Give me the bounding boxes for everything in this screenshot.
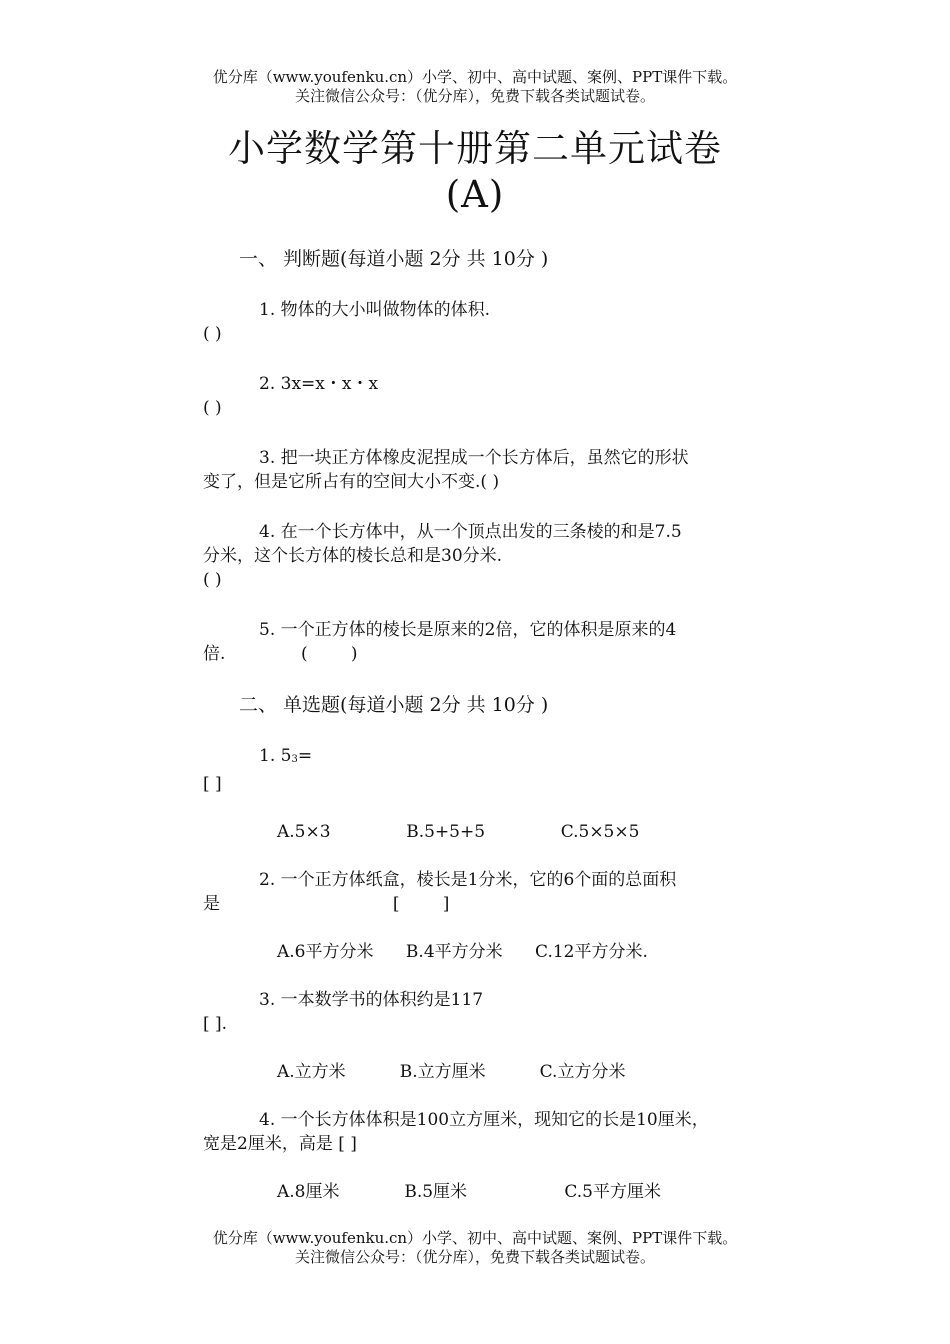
question-text: 2. 一个正方体纸盒，棱长是1分米，它的6个面的总面积 [259,870,677,890]
question-stem-tail: = [297,746,313,766]
answer-blank: ( ) [203,570,222,590]
choice-options: A.5×3 B.5+5+5 C.5×5×5 [277,822,640,842]
header-line-1: 优分库（www.youfenku.cn）小学、初中、高中试题、案例、PPT课件下载。 [212,68,738,86]
question-stem: 1. 5 [259,746,292,766]
answer-blank: 是 [ ] [203,894,450,914]
question-text: 3. 一本数学书的体积约是117 [259,990,484,1010]
choice-options: A.8厘米 B.5厘米 C.5平方厘米 [277,1182,661,1202]
choice-question-1 [203,744,763,844]
choice-question-4 [203,1108,763,1204]
footer-line-2: 关注微信公众号：（优分库），免费下载各类试题试卷。 [294,1248,655,1266]
exponent: 3 [291,754,298,765]
question-text-cont: 分米，这个长方体的棱长总和是30分米. [203,546,503,566]
question-text: 4. 在一个长方体中，从一个顶点出发的三条棱的和是7.5 [259,522,682,542]
title-line-2: (A) [445,173,505,216]
question-text: 2. 3x=x・x・x [259,374,379,394]
choice-options: A.立方米 B.立方厘米 C.立方分米 [277,1062,626,1082]
choice-question-3 [203,988,763,1084]
judge-question-3 [203,446,763,494]
header-line-2: 关注微信公众号：（优分库），免费下载各类试题试卷。 [294,87,655,105]
title-line-1: 小学数学第十册第二单元试卷 [228,127,722,170]
question-text: 5. 一个正方体的棱长是原来的2倍，它的体积是原来的4 [259,620,677,640]
question-text: 4. 一个长方体体积是100立方厘米，现知它的长是10厘米， [259,1110,709,1130]
judge-question-1 [203,298,763,346]
page-footer [0,1229,950,1267]
answer-blank: ( ) [203,324,222,344]
answer-blank: [ ] [203,774,222,794]
question-text-cont: 宽是2厘米，高是 [ ] [203,1134,357,1154]
question-text: 1. 物体的大小叫做物体的体积. [259,300,491,320]
page-header [0,68,950,106]
page-title [0,126,950,218]
question-text-cont: 变了，但是它所占有的空间大小不变.( ) [203,472,500,492]
choice-options: A.6平方分米 B.4平方分米 C.12平方分米. [277,942,648,962]
footer-line-1: 优分库（www.youfenku.cn）小学、初中、高中试题、案例、PPT课件下载。 [212,1229,738,1247]
section-1-heading: 一、 判断题(每道小题 2分 共 10分 ) [239,248,549,270]
question-text-cont: 倍. ( ) [203,644,358,664]
answer-blank: ( ) [203,398,222,418]
question-text [203,744,763,772]
answer-blank: [ ]. [203,1014,228,1034]
judge-question-4 [203,520,763,592]
section-2-heading: 二、 单选题(每道小题 2分 共 10分 ) [239,694,549,716]
judge-question-2 [203,372,763,420]
judge-question-5 [203,618,763,666]
question-text: 3. 把一块正方体橡皮泥捏成一个长方体后，虽然它的形状 [259,448,689,468]
exam-content [203,246,763,1204]
choice-question-2 [203,868,763,964]
